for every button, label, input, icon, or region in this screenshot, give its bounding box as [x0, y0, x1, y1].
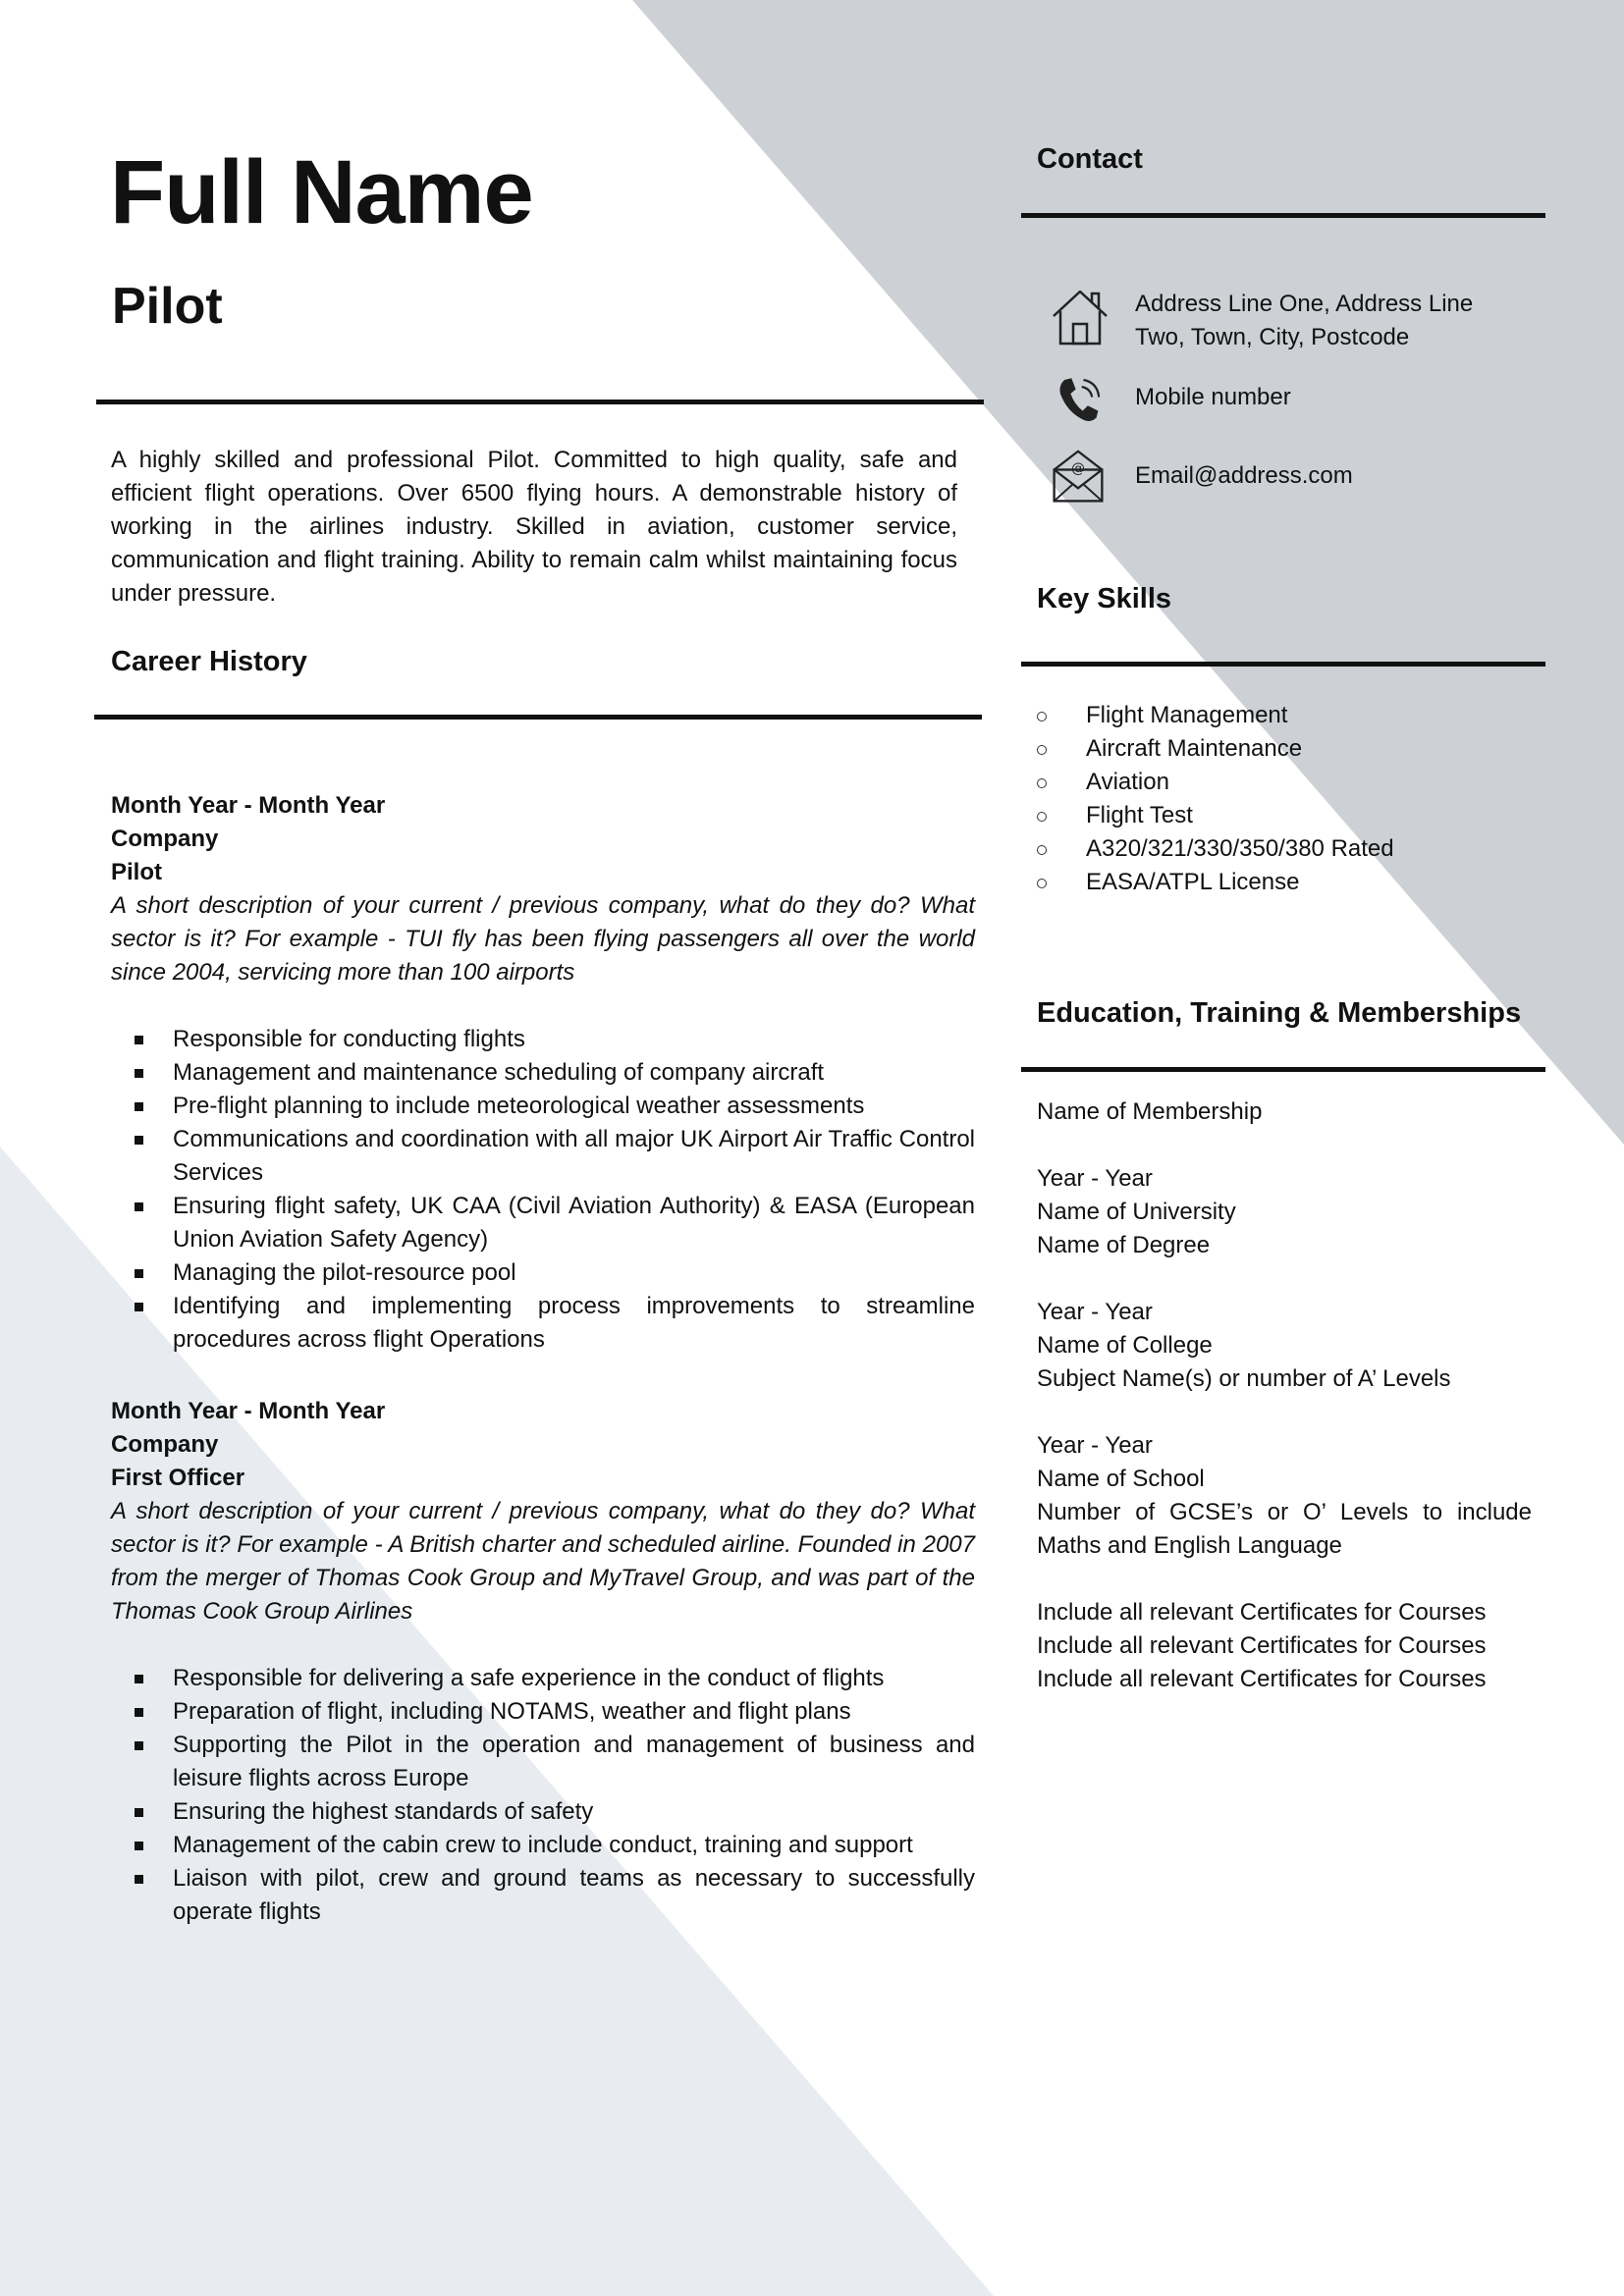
bullet-icon — [135, 1269, 143, 1278]
membership-name: Name of Membership — [1037, 1098, 1263, 1125]
list-item: Supporting the Pilot in the operation and management of business and leisure flights across Europe — [111, 1729, 975, 1795]
degree-name: Name of Degree — [1037, 1232, 1211, 1258]
header-divider — [96, 400, 984, 404]
certificate-item: Include all relevant Certificates for Courses — [1037, 1666, 1487, 1692]
job-description: A short description of your current / previous company, what do they do? What sector is it? For example - TUI fly has been flying passengers all over the world since 2004, servicing more than 100 airports — [111, 892, 975, 986]
svg-text:@: @ — [1070, 460, 1086, 477]
bullet-icon — [135, 1808, 143, 1817]
circle-bullet-icon — [1037, 778, 1047, 788]
email-text: Email@address.com — [1135, 462, 1353, 489]
email-icon — [1049, 448, 1108, 507]
mobile-text: Mobile number — [1135, 384, 1291, 410]
list-item: Aviation — [1037, 766, 1547, 799]
education-list — [1037, 1095, 1532, 1696]
job-title: Pilot — [112, 278, 223, 335]
job-role: Pilot — [111, 859, 162, 885]
job-role: First Officer — [111, 1465, 245, 1491]
list-item: Ensuring flight safety, UK CAA (Civil Aviation Authority) & EASA (European Union Aviation Safety Agency) — [111, 1190, 975, 1256]
bullet-icon — [135, 1069, 143, 1078]
job-dates: Month Year - Month Year — [111, 1398, 386, 1424]
full-name: Full Name — [110, 142, 533, 242]
circle-bullet-icon — [1037, 745, 1047, 755]
key-skills-heading: Key Skills — [1037, 583, 1172, 614]
college-name: Name of College — [1037, 1332, 1213, 1359]
list-item: EASA/ATPL License — [1037, 866, 1547, 899]
circle-bullet-icon — [1037, 845, 1047, 855]
job-company: Company — [111, 1431, 219, 1458]
bullet-icon — [135, 1675, 143, 1683]
skills-list — [1037, 699, 1547, 899]
school-years: Year - Year — [1037, 1432, 1153, 1459]
education-heading: Education, Training & Memberships — [1037, 997, 1522, 1029]
school-name: Name of School — [1037, 1466, 1205, 1492]
list-item: Preparation of flight, including NOTAMS, weather and flight plans — [111, 1695, 975, 1729]
list-item: A320/321/330/350/380 Rated — [1037, 832, 1547, 866]
university-years: Year - Year — [1037, 1165, 1153, 1192]
job-responsibilities — [111, 1662, 975, 1929]
list-item: Identifying and implementing process improvements to streamline procedures across flight Operations — [111, 1290, 975, 1357]
list-item: Responsible for conducting flights — [111, 1023, 975, 1056]
certificate-item: Include all relevant Certificates for Courses — [1037, 1632, 1487, 1659]
list-item: Management and maintenance scheduling of company aircraft — [111, 1056, 975, 1090]
career-history-heading: Career History — [111, 646, 307, 677]
bullet-icon — [135, 1036, 143, 1044]
address-text: Address Line One, Address Line Two, Town, City, Postcode — [1135, 291, 1474, 350]
bullet-icon — [135, 1875, 143, 1884]
job-company: Company — [111, 826, 219, 852]
bullet-icon — [135, 1708, 143, 1717]
college-years: Year - Year — [1037, 1299, 1153, 1325]
list-item: Liaison with pilot, crew and ground teams as necessary to successfully operate flights — [111, 1862, 975, 1929]
college-subjects: Subject Name(s) or number of A’ Levels — [1037, 1365, 1451, 1392]
list-item: Managing the pilot-resource pool — [111, 1256, 975, 1290]
bullet-icon — [135, 1202, 143, 1211]
circle-bullet-icon — [1037, 879, 1047, 888]
house-icon — [1049, 285, 1111, 347]
list-item: Flight Test — [1037, 799, 1547, 832]
bullet-icon — [135, 1303, 143, 1311]
job-dates: Month Year - Month Year — [111, 792, 386, 819]
skills-divider — [1021, 662, 1545, 667]
bullet-icon — [135, 1842, 143, 1850]
list-item: Flight Management — [1037, 699, 1547, 732]
contact-address — [1049, 285, 1559, 359]
contact-mobile — [1049, 373, 1559, 422]
bullet-icon — [135, 1102, 143, 1111]
phone-icon — [1053, 373, 1108, 428]
list-item: Aircraft Maintenance — [1037, 732, 1547, 766]
circle-bullet-icon — [1037, 812, 1047, 822]
list-item: Responsible for delivering a safe experience in the conduct of flights — [111, 1662, 975, 1695]
list-item: Pre-flight planning to include meteorological weather assessments — [111, 1090, 975, 1123]
job-entry — [111, 789, 975, 1357]
bullet-icon — [135, 1741, 143, 1750]
profile-summary: A highly skilled and professional Pilot. Committed to high quality, safe and efficient flight operations. Over 6500 flying hours. A demonstrable history of working in the airlines industry. Skilled in aviation, customer service, communication and flight training. Ability to remain calm whilst maintaining focus under pressure. — [111, 447, 957, 607]
job-description: A short description of your current / previous company, what do they do? What sector is it? For example - A British charter and scheduled airline. Founded in 2007 from the merger of Thomas Cook Group and MyTravel Group, and was part of the Thomas Cook Group Airlines — [111, 1498, 975, 1625]
school-subjects: Number of GCSE’s or O’ Levels to include Maths and English Language — [1037, 1499, 1532, 1559]
contact-email — [1049, 448, 1559, 507]
university-name: Name of University — [1037, 1199, 1236, 1225]
education-divider — [1021, 1067, 1545, 1072]
circle-bullet-icon — [1037, 712, 1047, 721]
bullet-icon — [135, 1136, 143, 1145]
certificate-item: Include all relevant Certificates for Courses — [1037, 1599, 1487, 1626]
list-item: Ensuring the highest standards of safety — [111, 1795, 975, 1829]
contact-heading: Contact — [1037, 143, 1143, 175]
career-divider — [94, 715, 982, 720]
job-entry — [111, 1395, 975, 1929]
contact-divider — [1021, 213, 1545, 218]
list-item: Management of the cabin crew to include conduct, training and support — [111, 1829, 975, 1862]
list-item: Communications and coordination with all major UK Airport Air Traffic Control Services — [111, 1123, 975, 1190]
job-responsibilities — [111, 1023, 975, 1357]
